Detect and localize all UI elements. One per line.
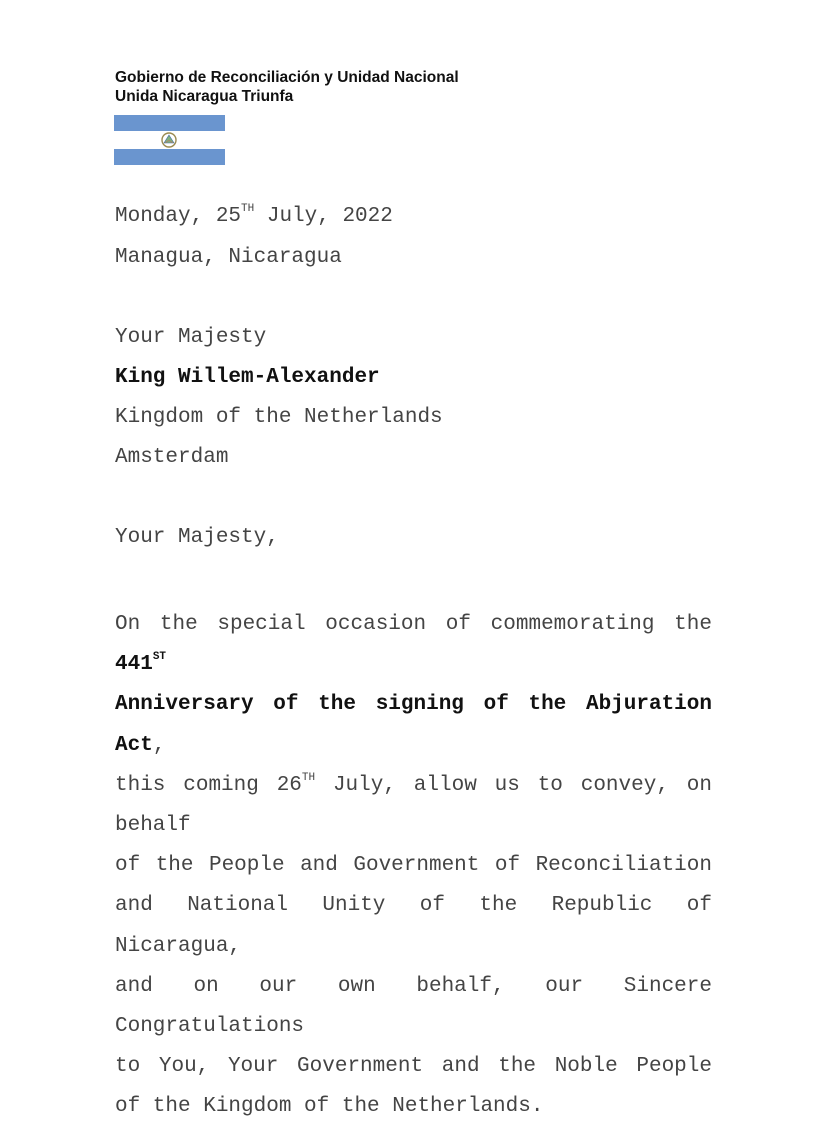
letter-body: [115, 605, 712, 1128]
letter-greeting: Your Majesty,: [115, 526, 279, 549]
body-line: and National Unity of the Republic of Nicaragua,: [115, 894, 712, 958]
recipient-name: King Willem-Alexander: [115, 366, 380, 389]
letterhead: [115, 68, 459, 106]
flag-bottom-band: [114, 149, 225, 165]
body-line: Anniversary of the signing of the Abjuration Act,: [115, 693, 712, 757]
body-line: to You, Your Government and the Noble People: [115, 1055, 712, 1079]
letterhead-motto: Unida Nicaragua Triunfa: [115, 88, 294, 105]
coat-of-arms-icon: [160, 132, 178, 148]
letter-date: Monday, 25TH July, 2022: [115, 203, 393, 228]
nicaragua-flag: [114, 115, 225, 165]
body-line: of the Kingdom of the Netherlands.: [115, 1095, 544, 1119]
recipient-city: Amsterdam: [115, 446, 229, 469]
body-line: of the People and Government of Reconciliation: [115, 854, 712, 878]
recipient-salutation: Your Majesty: [115, 326, 267, 349]
body-line: On the special occasion of commemorating the 441ST: [115, 613, 712, 677]
body-line: and on our own behalf, our Sincere Congratulations: [115, 974, 712, 1039]
flag-middle-band: [114, 131, 225, 149]
recipient-kingdom: Kingdom of the Netherlands: [115, 406, 443, 429]
flag-top-band: [114, 115, 225, 131]
body-line: this coming 26TH July, allow us to convey, on behalf: [115, 771, 712, 838]
letter-place: Managua, Nicaragua: [115, 246, 342, 269]
letterhead-government: Gobierno de Reconciliación y Unidad Nacional: [115, 69, 459, 86]
